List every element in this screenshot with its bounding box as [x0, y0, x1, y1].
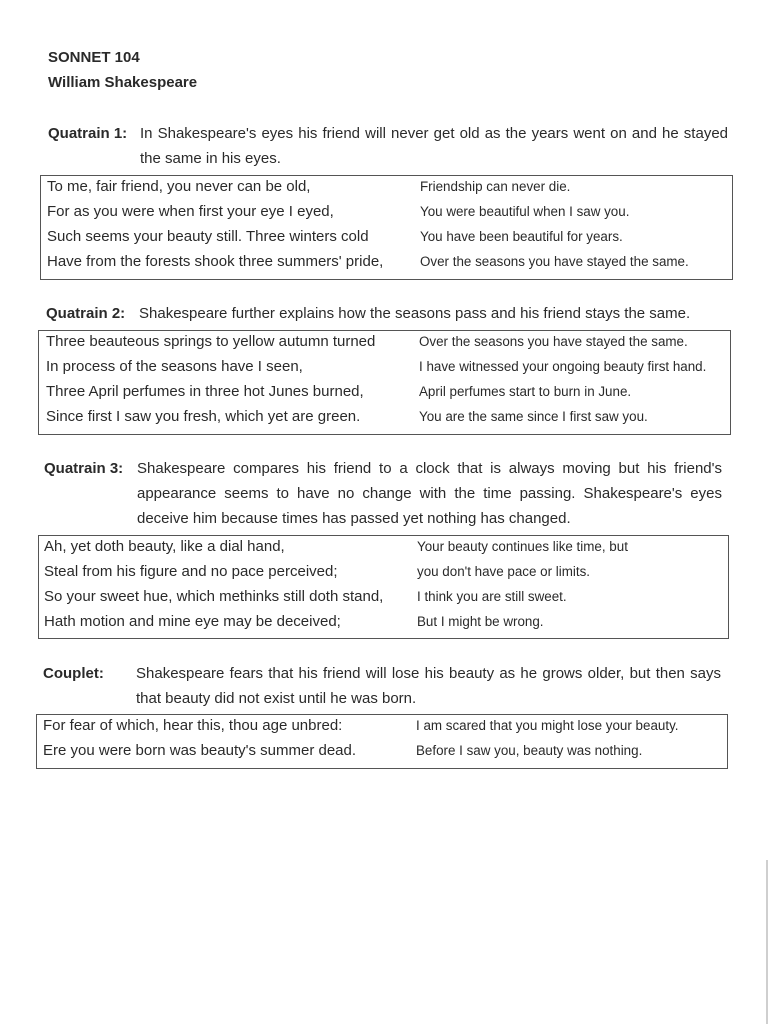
section-heading-couplet	[43, 661, 723, 711]
section-description: In Shakespeare's eyes his friend will never get old as the years went on and he stayed the same in his eyes.	[140, 125, 728, 167]
sonnet-line: In process of the seasons have I seen,	[46, 358, 303, 375]
sonnet-line: For fear of which, hear this, thou age unbred:	[43, 717, 343, 734]
section-heading-quatrain-1	[48, 121, 728, 171]
section-label: Quatrain 3:	[44, 460, 124, 477]
paraphrase: You have been beautiful for years.	[420, 229, 623, 244]
paraphrase: Friendship can never die.	[420, 179, 571, 194]
section-description: Shakespeare compares his friend to a clock that is always moving but his friend's appearance seems to have no change with the time passing. Shakespeare's eyes deceive him because times has passed yet nothing has changed.	[137, 460, 722, 527]
section-heading-quatrain-3	[44, 456, 722, 531]
sonnet-line: Ere you were born was beauty's summer dead.	[43, 742, 357, 759]
paraphrase: Over the seasons you have stayed the same.	[419, 334, 688, 349]
sonnet-line: Such seems your beauty still. Three winters cold	[47, 228, 369, 245]
section-label: Quatrain 2:	[46, 305, 126, 322]
paraphrase: But I might be wrong.	[417, 614, 544, 629]
section-label: Quatrain 1:	[48, 125, 128, 142]
paraphrase: You were beautiful when I saw you.	[420, 204, 630, 219]
sonnet-line: Three beauteous springs to yellow autumn turned	[46, 333, 376, 350]
paraphrase: Your beauty continues like time, but	[417, 539, 628, 554]
section-box-couplet	[36, 714, 728, 769]
paraphrase: Before I saw you, beauty was nothing.	[416, 743, 643, 758]
paraphrase: You are the same since I first saw you.	[419, 409, 648, 424]
paraphrase: I have witnessed your ongoing beauty first hand.	[419, 359, 707, 374]
paraphrase: Over the seasons you have stayed the same.	[420, 254, 689, 269]
sonnet-line: Since first I saw you fresh, which yet are green.	[46, 408, 361, 425]
section-box-quatrain-3	[38, 535, 729, 639]
paraphrase: April perfumes start to burn in June.	[419, 384, 632, 399]
sonnet-line: Hath motion and mine eye may be deceived;	[44, 613, 341, 630]
sonnet-line: So your sweet hue, which methinks still doth stand,	[44, 588, 384, 605]
section-heading-quatrain-2	[46, 301, 726, 326]
sonnet-line: For as you were when first your eye I eyed,	[47, 203, 334, 220]
sonnet-line: Ah, yet doth beauty, like a dial hand,	[44, 538, 285, 555]
section-label: Couplet:	[43, 665, 104, 682]
section-box-quatrain-1	[40, 175, 733, 280]
section-description: Shakespeare fears that his friend will lose his beauty as he grows older, but then says that beauty did not exist until he was born.	[136, 665, 721, 707]
paraphrase: you don't have pace or limits.	[417, 564, 591, 579]
section-box-quatrain-2	[38, 330, 731, 435]
sonnet-title: SONNET 104	[48, 49, 140, 66]
sonnet-line: To me, fair friend, you never can be old,	[47, 178, 311, 195]
paraphrase: I think you are still sweet.	[417, 589, 567, 604]
sonnet-line: Steal from his figure and no pace perceived;	[44, 563, 338, 580]
sonnet-line: Have from the forests shook three summers' pride,	[47, 253, 384, 270]
paraphrase: I am scared that you might lose your beauty.	[416, 718, 679, 733]
sonnet-line: Three April perfumes in three hot Junes burned,	[46, 383, 364, 400]
section-description: Shakespeare further explains how the seasons pass and his friend stays the same.	[139, 305, 691, 322]
author-name: William Shakespeare	[48, 74, 198, 91]
